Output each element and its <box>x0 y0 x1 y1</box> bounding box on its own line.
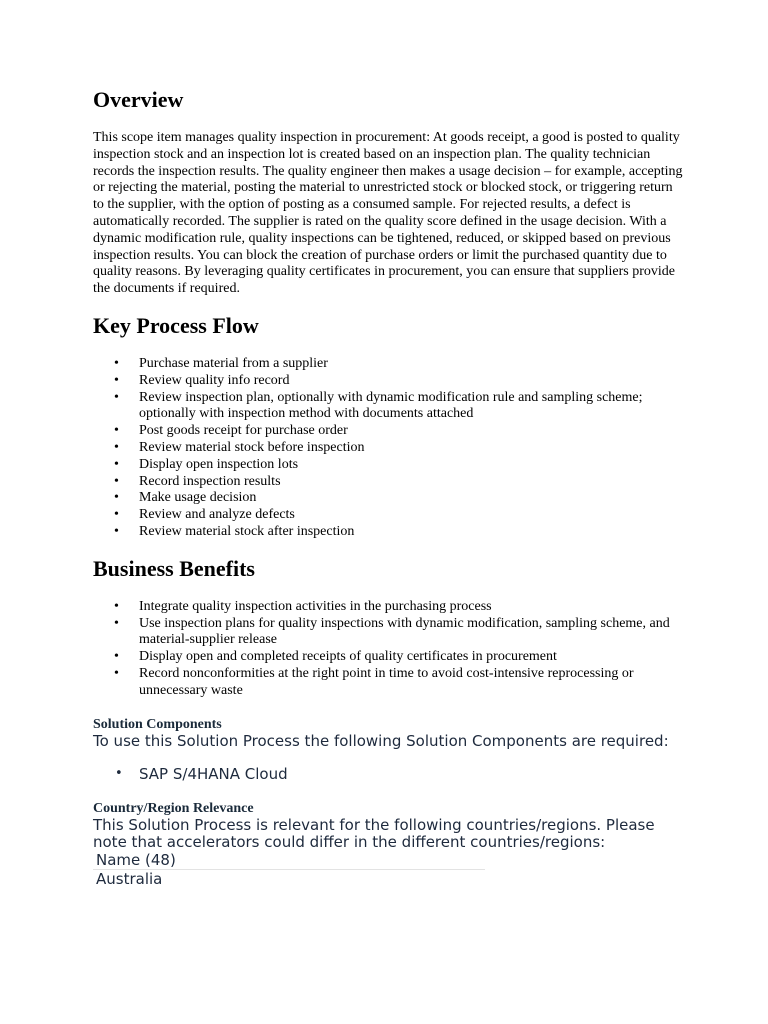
list-item: • SAP S/4HANA Cloud <box>115 764 288 783</box>
bullet-icon: • <box>114 615 119 631</box>
solution-components-heading: Solution Components <box>93 716 222 732</box>
solution-components-text: To use this Solution Process the following Solution Components are required: <box>93 731 669 750</box>
list-item: • Review material stock after inspection <box>114 523 355 539</box>
bullet-icon: • <box>114 423 119 439</box>
list-item: • Record inspection results <box>114 473 281 489</box>
list-item: • Review and analyze defects <box>114 507 295 523</box>
list-item: • Use inspection plans for quality inspections with dynamic modification, sampling scheme, and material-supplier release <box>114 615 670 648</box>
bullet-icon: • <box>115 765 123 781</box>
bullet-icon: • <box>114 523 119 539</box>
list-item: • Review quality info record <box>114 372 290 388</box>
bullet-icon: • <box>114 439 119 455</box>
bullet-icon: • <box>114 355 119 371</box>
list-item: • Integrate quality inspection activities in the purchasing process <box>114 598 492 614</box>
list-item: • Make usage decision <box>114 490 257 506</box>
bullet-icon: • <box>114 598 119 614</box>
document-page <box>93 86 683 888</box>
list-item: • Display open inspection lots <box>114 456 299 472</box>
key-process-flow-heading: Key Process Flow <box>93 312 259 338</box>
bullet-icon: • <box>114 473 119 489</box>
bullet-icon: • <box>114 665 119 681</box>
list-item: • Purchase material from a supplier <box>114 355 328 371</box>
list-item: • Record nonconformities at the right point in time to avoid cost-intensive reprocessing or unnecessary waste <box>114 665 634 698</box>
business-benefits-list <box>93 599 683 700</box>
country-relevance-text: This Solution Process is relevant for the following countries/regions. Please note that accelerators could differ in the different countries/regions: <box>93 815 655 851</box>
list-item: • Display open and completed receipts of quality certificates in procurement <box>114 649 557 665</box>
bullet-icon: • <box>114 507 119 523</box>
list-item: • Review material stock before inspection <box>114 439 365 455</box>
bullet-icon: • <box>114 456 119 472</box>
solution-components-list <box>93 765 683 783</box>
key-process-flow-list <box>93 356 683 541</box>
list-item: • Review inspection plan, optionally with dynamic modification rule and sampling scheme; optionally with inspection method with documents attached <box>114 389 643 422</box>
bullet-icon: • <box>114 372 119 388</box>
bullet-icon: • <box>114 649 119 665</box>
bullet-icon: • <box>114 490 119 506</box>
country-table <box>93 851 485 888</box>
table-header-name: Name (48) <box>93 851 485 870</box>
overview-heading: Overview <box>93 87 184 112</box>
overview-text: This scope item manages quality inspection in procurement: At goods receipt, a good is posted to quality inspection stock and an inspection lot is created based on an inspection plan. The quality technician records the inspection results. The quality engineer then makes a usage decision – for example, accepting or rejecting the material, posting the material to unrestricted stock or blocked stock, or triggering return to the supplier, with the option of posting as a consumed sample. For rejected results, a defect is automatically recorded. The supplier is rated on the quality score defined in the usage decision. With a dynamic modification rule, quality inspections can be tightened, reduced, or skipped based on previous inspection results. You can block the creation of purchase orders or limit the purchased quantity due to quality reasons. By leveraging quality certificates in procurement, you can ensure that suppliers provide the documents if required. <box>93 130 683 297</box>
country-relevance-heading: Country/Region Relevance <box>93 800 254 816</box>
bullet-icon: • <box>114 389 119 405</box>
list-item: • Post goods receipt for purchase order <box>114 423 348 439</box>
business-benefits-heading: Business Benefits <box>93 555 255 581</box>
table-row: Australia <box>96 869 163 888</box>
